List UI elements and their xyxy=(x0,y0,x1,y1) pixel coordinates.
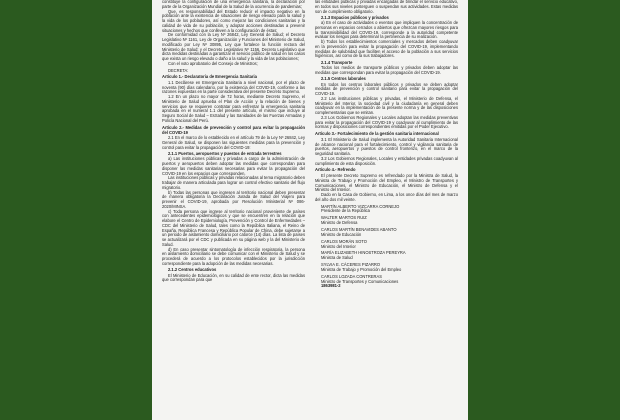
section-2-1-4-heading: 2.1.4 Transporte xyxy=(321,59,353,65)
section-2-1-5-heading: 2.1.5 Centros laborales xyxy=(321,76,366,82)
article-4-heading: Artículo 4.- Refrendo xyxy=(315,167,356,173)
paragraph: d) En caso presentar sintomatología de infección respiratoria, la persona en aislamiento domiciliario se debe comunicar con el Ministerio de Salud y se procederá de acuerdo a los protocolos establecidos por la jurisdicción correspondiente para la adopción de las medidas necesarias. xyxy=(162,246,305,266)
paragraph: 1.1 Declárese en Emergencia Sanitaria a nivel nacional, por el plazo de noventa (90) días calendario, por la existencia del COVID-19, conforme a las razones expuestas en la parte considerativa del presente Decreto Supremo. xyxy=(162,79,305,95)
gazette-page xyxy=(152,0,468,420)
paragraph: a) Las instituciones públicas y privadas a cargo de la administración de puertos y aeropuertos deben adoptar las medidas que correspondan para disponer las medidas sanitarias necesarias para evitar la propagación del COVID-19 en los espacios que corresponden. xyxy=(162,156,305,176)
paragraph: Con el voto aprobatorio del Consejo de Ministros; xyxy=(168,60,258,66)
left-column xyxy=(162,0,305,283)
paragraph: c) Toda persona que ingrese al territorio nacional proveniente de países con antecedentes epidemiológicos y que se encuentren en la relación que elabore el Centro de Epidemiología, Prevención y Control de Enfermedades – CDC del Ministerio de Salud, tales como la República Italiana, el Reino de España, República Francesa y República Popular de China, debe sujetarse a un periodo de aislamiento domiciliario por catorce (14) días. La lista de países se actualizará por el CDC y publicada en su página web y la del Ministerio de Salud. xyxy=(162,208,305,247)
signature-name: CARLOS MORÁN SOTO xyxy=(321,238,367,244)
paragraph: Todos los medios de transporte públicos y privados deben adoptar las medidas que correspondan para evitar la propagación del COVID-19. xyxy=(315,65,458,75)
article-3-heading: Artículo 3.- Fortalecimiento de la gestión sanitaria internacional xyxy=(315,131,439,137)
signature-role: Ministro de Educación xyxy=(321,231,362,237)
section-2-1-2-heading: 2.1.2 Centros educativos xyxy=(168,267,217,273)
signature-name: MARTÍN ALBERTO VIZCARRA CORNEJO xyxy=(321,203,400,209)
paragraph: Dado en la Casa de Gobierno, en Lima, a los once días del mes de marzo del año dos mil veinte. xyxy=(315,192,458,202)
publication-code: 1863981-2 xyxy=(321,283,341,289)
paragraph: 3.2 Los Gobiernos Regionales, Locales y entidades privadas coadyuvan al cumplimiento de esta disposición. xyxy=(315,155,458,166)
signature-role: Ministro del Interior xyxy=(321,243,356,249)
paragraph: 2.3 Los Gobiernos Regionales y Locales adoptan las medidas preventivas para evitar la propagación del COVID-19 y coadyuvar al cumplimiento de las normas y disposiciones correspondientes emitidas por el Poder Ejecutivo. xyxy=(315,114,458,130)
paragraph: El Ministerio de Educación, en su calidad de ente rector, dicta las medidas que correspondan para que xyxy=(162,272,305,283)
paragraph: a) En el caso de actividades o eventos que impliquen la concentración de personas en espacios cerrados o abiertos que ofrezcan mayores riesgos para la transmisibilidad del COVID-19, corresponde a la autoridad competente evaluar los riesgos para determinar la pertinencia de su realización. xyxy=(315,20,458,40)
paragraph: Que, es responsabilidad del Estado reducir el impacto negativo en la población ante la existencia de situaciones de riesgo elevado para la salud y la vida de los pobladores, así como mejorar las condiciones sanitarias y la calidad de vida de su población, y adoptar acciones destinadas a prevenir situaciones y hechos que conlleven a la configuración de éstas; xyxy=(162,8,305,33)
decree-label: DECRETA: xyxy=(168,67,189,73)
signature-name: CARLOS LOZADA CONTRERAS xyxy=(321,273,382,279)
signature-name: SYLVIA E. CÁCERES PIZARRO xyxy=(321,262,381,268)
paragraph: 2.2 Las instituciones públicas y privadas, el Ministerio de Defensa, el Ministerio del Interior, la sociedad civil y la ciudadanía en general deben coadyuvar en la implementación de la presente norma y de las disposiciones complementarias que se emitan. xyxy=(315,95,458,116)
section-2-1-1-heading: 2.1.1 Puertos, aeropuertos y puestos de entrada terrestres xyxy=(168,151,282,157)
paragraph: De conformidad con la Ley Nº 26842, Ley General de Salud; el Decreto Legislativo Nº 1161, Ley de Organización y Funciones del Ministerio de Salud, modificado por Ley Nº 30895, Ley que fortalece la función rectora del Ministerio de Salud; y el Decreto Legislativo Nº 1156, Decreto Legislativo que dicta medidas destinadas a garantizar el servicio público de salud en los casos que exista un riesgo elevado o daño a la salud y la vida de las poblaciones; xyxy=(162,32,305,61)
signature-name: WALTER MARTOS RUIZ xyxy=(321,215,367,221)
section-2-1-3-heading: 2.1.3 Espacios públicos y privados xyxy=(321,14,389,20)
signature-name: CARLOS MARTÍN BENAVIDES ABANTO xyxy=(321,227,397,233)
signature-role: Ministro de Defensa xyxy=(321,220,358,226)
article-2-heading: Artículo 2.- Medidas de prevención y control para evitar la propagación del COVID-19 xyxy=(162,124,305,135)
paragraph: 3.1 El Ministerio de Salud implementa la Autoridad Sanitaria Internacional de alcance nacional para el fortalecimiento, control y vigilancia sanitaria de puertos, aeropuertos y puestos de control fronterizo, en el marco de la seguridad sanitaria. xyxy=(315,136,458,157)
signature-role: Presidente de la República xyxy=(321,208,370,214)
signature-role: Ministro de Transportes y Comunicaciones xyxy=(321,278,399,284)
paragraph: las entidades públicas y privadas encargadas de brindar el servicio educativo, en todos sus niveles posterguen o suspendan sus actividades. Estas medidas son de cumplimiento obligatorio. xyxy=(315,0,458,14)
signature-role: Ministra de Trabajo y Promoción del Empleo xyxy=(321,266,402,272)
signature-name: MARÍA ELIZABETH HINOSTROZA PEREYRA xyxy=(321,250,406,256)
paragraph: b) Todas las personas que ingresen al territorio nacional deben presentar de manera obligatoria la Declaración Jurada de Salud del Viajero para prevenir el COVID-19, aprobada por Resolución Ministerial Nº 086-2020/MINSA. xyxy=(162,189,305,209)
signature-role: Ministra de Salud xyxy=(321,255,353,261)
paragraph: 2.1 En el marco de lo establecido en el artículo 79 de la Ley Nº 26842, Ley General de Salud, se disponen las siguientes medidas para la prevención y control para evitar la propagación del COVID-19: xyxy=(162,135,305,150)
paragraph: Las instituciones públicas y privadas relacionadas al tema migratorio deben trabajar de manera articulada para lograr un control efectivo sanitario del flujo migratorio. xyxy=(162,175,305,190)
paragraph: constituye la configuración de una emergencia sanitaria, la declaración por parte de la Organización Mundial de la Salud de la ocurrencia de pandemias; xyxy=(162,0,305,9)
article-1-heading: Artículo 1.- Declaratoria de Emergencia Sanitaria xyxy=(162,74,257,80)
paragraph: 1.2 En un plazo no mayor de 72 horas, mediante Decreto Supremo, el Ministerio de Salud aprueba el Plan de Acción y la relación de bienes y servicios que se requieren contratar para enfrentar la emergencia sanitaria aprobada en el numeral 1.1 del presente artículo, el mismo que incluye al Seguro Social de Salud – EsSalud y las Sanidades de las Fuerzas Armadas y Policía Nacional del Perú. xyxy=(162,94,305,123)
paragraph: El presente Decreto Supremo es refrendado por la Ministra de Salud, la Ministra de Trabajo y Promoción del Empleo, el Ministro de Transportes y Comunicaciones, el Ministro de Educación, el Ministro de Defensa y el Ministro del Interior. xyxy=(315,173,458,193)
right-column xyxy=(315,0,458,289)
paragraph: En todos los centros laborales públicos y privados se deben adoptar medidas de prevención y control sanitario para evitar la propagación del COVID-19. xyxy=(315,81,458,97)
paragraph: b) Todos los establecimientos comerciales y mercados deben coadyuvar en la prevención para evitar la propagación del COVID-19, implementando medidas de salubridad que faciliten el acceso de la población a sus servicios higiénicos, así como de la sus trabajadores. xyxy=(315,39,458,59)
